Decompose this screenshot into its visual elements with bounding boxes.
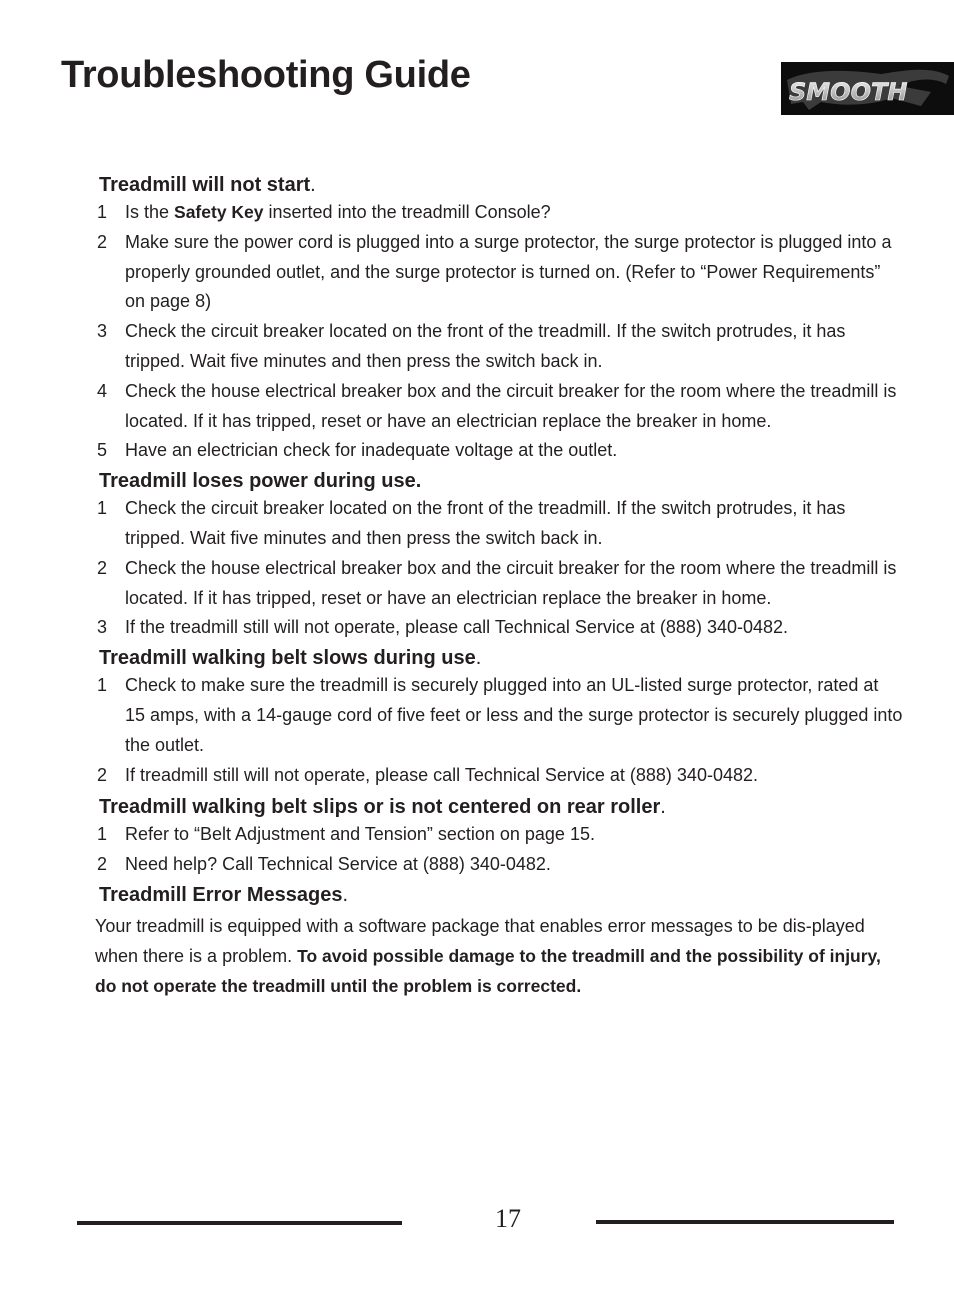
logo-text: SMOOTH — [789, 78, 908, 106]
troubleshooting-content — [97, 172, 907, 1001]
section-loses-power — [97, 468, 907, 643]
footer-rule-right — [596, 1220, 894, 1224]
list-item: 2 If treadmill still will not operate, please call Technical Service at (888) 340-0482. — [97, 764, 758, 785]
section-will-not-start — [97, 172, 907, 466]
section-heading: Treadmill walking belt slows during use. — [99, 647, 482, 670]
list-item: 1 Check to make sure the treadmill is securely plugged into an UL-listed surge protector, rated at 15 amps, with a 14-gauge cord of five feet or less and the surge protector is securely plugged into the outlet. — [97, 675, 903, 755]
list-item: 3 If the treadmill still will not operate, please call Technical Service at (888) 340-0482. — [97, 617, 789, 638]
list-item: 4 Check the house electrical breaker box and the circuit breaker for the room where the treadmill is located. If it has tripped, reset or have an electrician replace the breaker in home. — [97, 380, 897, 431]
list-item: 1 Check the circuit breaker located on the front of the treadmill. If the switch protrudes, it has tripped. Wait five minutes and then press the switch back in. — [97, 498, 846, 548]
section-belt-slows — [97, 645, 907, 790]
list-item: 2 Check the house electrical breaker box and the circuit breaker for the room where the treadmill is located. If it has tripped, reset or have an electrician replace the breaker in home. — [97, 557, 897, 608]
section-heading: Treadmill Error Messages. — [99, 883, 349, 906]
section-heading: Treadmill loses power during use. — [99, 470, 422, 493]
page-title: Troubleshooting Guide — [61, 54, 471, 96]
list-item: 1 Refer to “Belt Adjustment and Tension” section on page 15. — [97, 824, 595, 845]
smooth-logo — [781, 62, 954, 115]
list-item: 2 Need help? Call Technical Service at (888) 340-0482. — [97, 854, 551, 875]
error-messages-paragraph: Your treadmill is equipped with a software package that enables error messages to be dis-played when there is a problem. To avoid possible damage to the treadmill and the possibility of injury, do not operate the treadmill until the problem is corrected. — [95, 915, 881, 996]
footer-rule-left — [77, 1221, 402, 1225]
list-item: 2 Make sure the power cord is plugged into a surge protector, the surge protector is plugged into a properly grounded outlet, and the surge protector is turned on. (Refer to “Power Requirements” on page 8) — [97, 231, 892, 312]
page-number: 17 — [495, 1204, 521, 1233]
section-heading: Treadmill walking belt slips or is not centered on rear roller. — [99, 796, 666, 819]
section-error-messages — [97, 882, 907, 1001]
list-item: 3 Check the circuit breaker located on the front of the treadmill. If the switch protrudes, it has tripped. Wait five minutes and then press the switch back in. — [97, 321, 846, 371]
section-heading: Treadmill will not start. — [99, 174, 316, 196]
list-item: 5 Have an electrician check for inadequate voltage at the outlet. — [97, 440, 618, 461]
section-belt-slips — [97, 794, 907, 880]
list-item: 1 Is the Safety Key inserted into the treadmill Console? — [97, 202, 551, 222]
